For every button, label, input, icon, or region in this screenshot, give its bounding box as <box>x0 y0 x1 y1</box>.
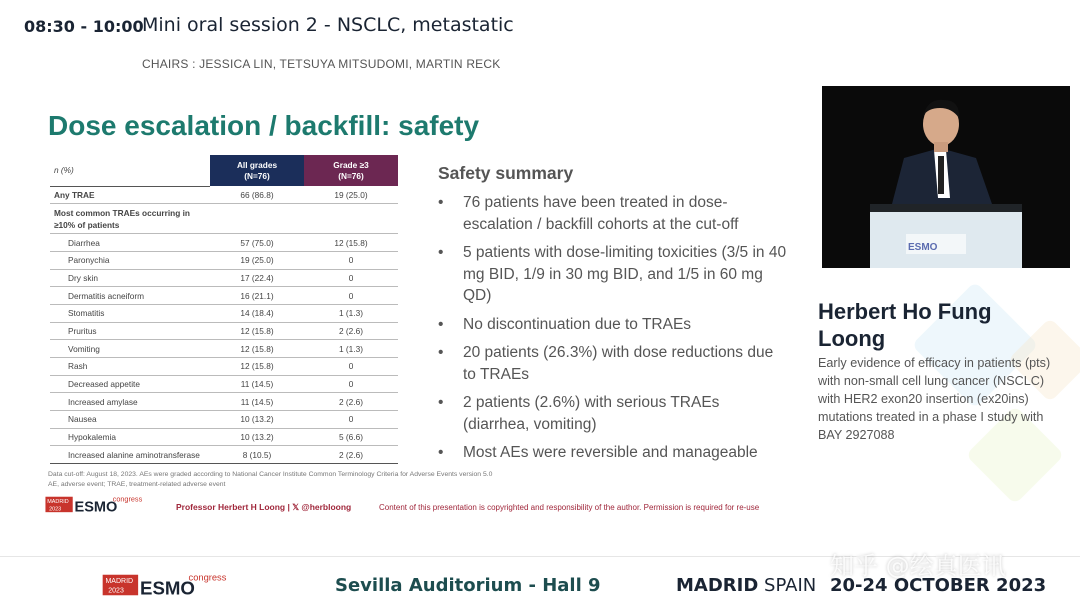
cell-all-grades: 10 (13.2) <box>210 428 304 446</box>
summary-bullet: • No discontinuation due to TRAEs <box>438 314 788 336</box>
cell-all-grades: 12 (15.8) <box>210 322 304 340</box>
session-chairs: CHAIRS : JESSICA LIN, TETSUYA MITSUDOMI, MARTIN RECK <box>142 57 501 71</box>
cell-grade3: 19 (25.0) <box>304 186 398 204</box>
hall-name: Sevilla Auditorium - Hall 9 <box>335 575 601 596</box>
cell-grade3: 12 (15.8) <box>304 234 398 252</box>
cell-all-grades: 10 (13.2) <box>210 411 304 429</box>
footnote-line: Data cut-off: August 18, 2023. AEs were graded according to National Cancer Institute Common Terminology Criteria for Adverse Events version 5.0 <box>48 471 493 478</box>
table-header-all-grades <box>210 155 304 186</box>
cell-all-grades: 66 (86.8) <box>210 186 304 204</box>
cell-all-grades: 11 (14.5) <box>210 375 304 393</box>
table-row <box>50 393 398 411</box>
cell-grade3: 0 <box>304 411 398 429</box>
row-label: Decreased appetite <box>50 375 210 393</box>
cell-all-grades: 12 (15.8) <box>210 358 304 376</box>
row-label: Diarrhea <box>50 234 210 252</box>
esmo-congress-logo <box>40 494 160 514</box>
row-label: Stomatitis <box>50 304 210 322</box>
header-all-grades-title: All grades <box>236 159 278 170</box>
session-time: 08:30 - 10:00 <box>24 17 144 36</box>
cell-grade3: 1 (1.3) <box>304 340 398 358</box>
table-row <box>50 234 398 252</box>
logo-year: 2023 <box>108 587 124 595</box>
cell-all-grades: 19 (25.0) <box>210 251 304 269</box>
row-label: Dermatitis acneiform <box>50 287 210 305</box>
logo-esmo: ESMO <box>140 577 195 599</box>
speaker-name: Herbert Ho Fung Loong <box>818 299 992 351</box>
cell-all-grades: 17 (22.4) <box>210 269 304 287</box>
safety-summary-list <box>438 192 788 471</box>
header-grade3-n: (N=76) <box>338 170 364 181</box>
logo-madrid: MADRID <box>47 499 69 506</box>
row-label: Vomiting <box>50 340 210 358</box>
row-label: Any TRAE <box>50 186 210 204</box>
speaker-video <box>822 86 1070 268</box>
talk-description: Early evidence of efficacy in patients (pts) with non-small cell lung cancer (NSCLC) with HER2 exon20 insertion (ex20ins) mutations treated in a phase I study with BAY 2927088 <box>818 356 1051 442</box>
summary-bullet: • Most AEs were reversible and manageable <box>438 442 788 464</box>
cell-all-grades: 14 (18.4) <box>210 304 304 322</box>
table-subheading-row <box>50 204 398 234</box>
table-row <box>50 251 398 269</box>
slide-title: Dose escalation / backfill: safety <box>48 110 480 141</box>
row-label: Nausea <box>50 411 210 429</box>
table-row <box>50 358 398 376</box>
table-row-any-trae <box>50 186 398 204</box>
cell-all-grades: 11 (14.5) <box>210 393 304 411</box>
cell-grade3: 5 (6.6) <box>304 428 398 446</box>
row-label: Dry skin <box>50 269 210 287</box>
location-city: MADRID <box>676 575 759 596</box>
row-label: Hypokalemia <box>50 428 210 446</box>
row-label: Increased alanine aminotransferase <box>50 446 210 464</box>
cell-grade3: 2 (2.6) <box>304 322 398 340</box>
logo-year: 2023 <box>49 506 62 513</box>
watermark: 知乎 @绘真医讯 <box>830 552 1006 580</box>
footnote-line: AE, adverse event; TRAE, treatment-related adverse event <box>48 480 226 488</box>
esmo-congress-logo <box>98 571 238 599</box>
session-header <box>0 0 1080 80</box>
safety-summary-title: Safety summary <box>438 163 574 183</box>
svg-text:ESMO: ESMO <box>908 242 938 253</box>
cell-grade3: 0 <box>304 287 398 305</box>
table-subheading <box>50 204 398 234</box>
table-row <box>50 340 398 358</box>
table-row <box>50 428 398 446</box>
row-label: Pruritus <box>50 322 210 340</box>
row-label: Paronychia <box>50 251 210 269</box>
cell-grade3: 2 (2.6) <box>304 446 398 464</box>
table-row <box>50 375 398 393</box>
copyright-notice: Content of this presentation is copyrighted and responsibility of the author. Permission is required for re-use <box>379 503 760 512</box>
header-all-grades-n: (N=76) <box>244 170 270 181</box>
slide-footer <box>34 492 794 518</box>
row-label: Rash <box>50 358 210 376</box>
cell-all-grades: 8 (10.5) <box>210 446 304 464</box>
cell-grade3: 0 <box>304 375 398 393</box>
logo-esmo: ESMO <box>74 499 118 514</box>
table-row <box>50 269 398 287</box>
table-row <box>50 411 398 429</box>
cell-grade3: 0 <box>304 358 398 376</box>
table-row <box>50 287 398 305</box>
summary-bullet: • 5 patients with dose-limiting toxicities (3/5 in 40 mg BID, 1/9 in 30 mg BID, and 1/5 in 60 mg QD) <box>438 242 788 307</box>
summary-bullet: • 20 patients (26.3%) with dose reductions due to TRAEs <box>438 342 788 385</box>
header-grade3-title: Grade ≥3 <box>333 159 369 170</box>
logo-congress: congress <box>188 572 227 583</box>
trae-table <box>50 155 398 464</box>
cell-grade3: 0 <box>304 269 398 287</box>
event-dates: 20-24 OCTOBER 2023 <box>829 575 1047 596</box>
table-row <box>50 322 398 340</box>
cell-grade3: 1 (1.3) <box>304 304 398 322</box>
slide-footnote <box>48 470 518 489</box>
cell-grade3: 0 <box>304 251 398 269</box>
table-row <box>50 446 398 464</box>
subheading-line-2: ≥10% of patients <box>54 219 120 230</box>
logo-congress: congress <box>112 494 143 504</box>
summary-bullet: • 76 patients have been treated in dose-escalation / backfill cohorts at the cut-off <box>438 192 788 235</box>
logo-madrid: MADRID <box>105 578 134 586</box>
table-row <box>50 304 398 322</box>
cell-all-grades: 57 (75.0) <box>210 234 304 252</box>
row-label: Increased amylase <box>50 393 210 411</box>
summary-bullet: • 2 patients (2.6%) with serious TRAEs (diarrhea, vomiting) <box>438 392 788 435</box>
table-header-grade3 <box>304 155 398 186</box>
presenter-credit: Professor Herbert H Loong | 𝕏 @herbloong <box>176 502 352 512</box>
location-country: SPAIN <box>764 575 817 596</box>
cell-all-grades: 16 (21.1) <box>210 287 304 305</box>
speaker-video-frame <box>822 86 1070 268</box>
presentation-slide <box>34 94 794 524</box>
subheading-line-1: Most common TRAEs occurring in <box>54 207 190 218</box>
cell-all-grades: 12 (15.8) <box>210 340 304 358</box>
session-title: Mini oral session 2 - NSCLC, metastatic <box>142 14 514 36</box>
table-header-label: n (%) <box>50 155 210 186</box>
cell-grade3: 2 (2.6) <box>304 393 398 411</box>
